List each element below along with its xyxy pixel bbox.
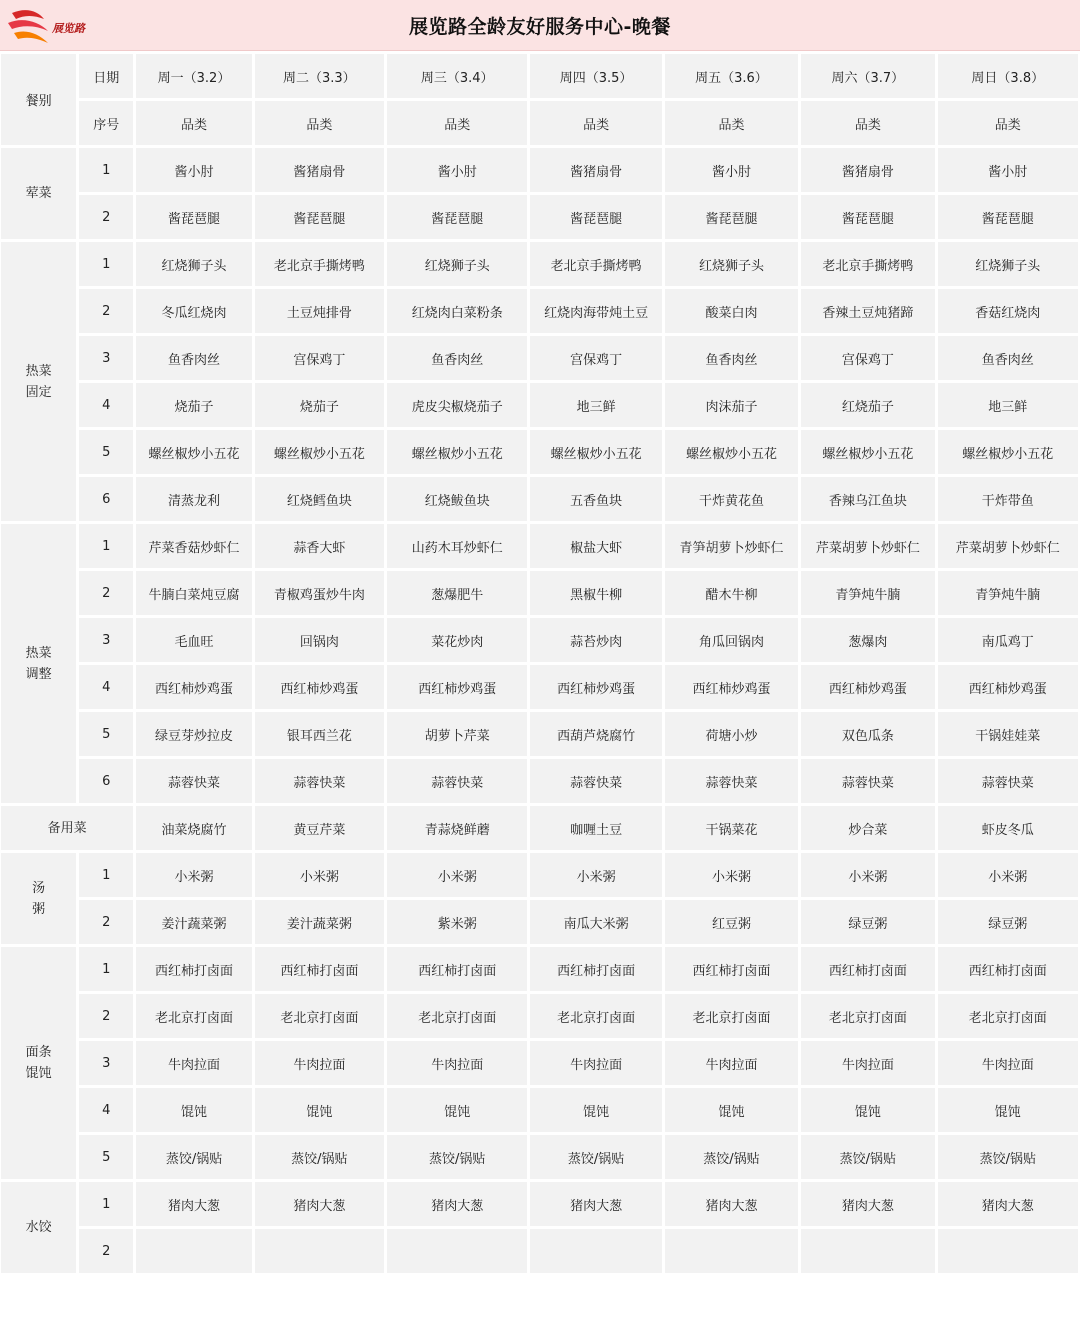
dish-cell: 青蒜烧鲜蘑 <box>387 806 527 850</box>
category-label: 品类 <box>938 101 1078 145</box>
dish-cell <box>530 1229 661 1273</box>
dish-cell: 老北京打卤面 <box>801 994 934 1038</box>
dish-cell: 猪肉大葱 <box>665 1182 798 1226</box>
row-index: 1 <box>79 148 133 192</box>
dish-cell: 冬瓜红烧肉 <box>136 289 251 333</box>
dish-cell: 炒合菜 <box>801 806 934 850</box>
row-index: 6 <box>79 477 133 521</box>
dish-cell: 西红柿打卤面 <box>136 947 251 991</box>
dish-cell: 西红柿打卤面 <box>387 947 527 991</box>
dish-cell: 酱小肘 <box>665 148 798 192</box>
dish-cell: 双色瓜条 <box>801 712 934 756</box>
dish-cell: 螺丝椒炒小五花 <box>387 430 527 474</box>
dish-cell: 酱琵琶腿 <box>255 195 384 239</box>
dish-cell: 酱琵琶腿 <box>665 195 798 239</box>
section-label: 水饺 <box>1 1182 76 1273</box>
dish-cell: 干炸带鱼 <box>938 477 1078 521</box>
section-label: 面条 馄饨 <box>1 947 76 1179</box>
dish-cell: 蒜蓉快菜 <box>136 759 251 803</box>
dish-cell: 干锅菜花 <box>665 806 798 850</box>
logo-text: 展览路 <box>52 22 85 35</box>
date-header-row <box>1 54 1078 98</box>
dish-cell: 酱小肘 <box>938 148 1078 192</box>
dish-cell: 红烧狮子头 <box>938 242 1078 286</box>
dish-cell: 老北京打卤面 <box>530 994 661 1038</box>
dish-cell: 螺丝椒炒小五花 <box>530 430 661 474</box>
dish-cell: 酱猪扇骨 <box>530 148 661 192</box>
menu-row <box>1 1182 1078 1226</box>
section-label: 汤 粥 <box>1 853 76 944</box>
dish-cell: 蒜蓉快菜 <box>665 759 798 803</box>
dish-cell: 酱琵琶腿 <box>938 195 1078 239</box>
dish-cell: 红烧狮子头 <box>387 242 527 286</box>
dish-cell: 青笋胡萝卜炒虾仁 <box>665 524 798 568</box>
dish-cell: 酱小肘 <box>136 148 251 192</box>
dish-cell: 西红柿炒鸡蛋 <box>665 665 798 709</box>
dish-cell: 牛肉拉面 <box>136 1041 251 1085</box>
dish-cell: 老北京打卤面 <box>255 994 384 1038</box>
dish-cell: 干炸黄花鱼 <box>665 477 798 521</box>
dish-cell: 牛肉拉面 <box>938 1041 1078 1085</box>
menu-row <box>1 712 1078 756</box>
dish-cell: 西红柿炒鸡蛋 <box>136 665 251 709</box>
row-index: 1 <box>79 242 133 286</box>
dish-cell: 蒜蓉快菜 <box>801 759 934 803</box>
dish-cell: 姜汁蔬菜粥 <box>255 900 384 944</box>
dish-cell: 酱琵琶腿 <box>136 195 251 239</box>
dish-cell: 红烧肉白菜粉条 <box>387 289 527 333</box>
dish-cell: 老北京打卤面 <box>938 994 1078 1038</box>
row-index: 4 <box>79 665 133 709</box>
dish-cell: 荷塘小炒 <box>665 712 798 756</box>
dish-cell: 蒸饺/锅贴 <box>136 1135 251 1179</box>
dish-cell: 毛血旺 <box>136 618 251 662</box>
dish-cell <box>387 1229 527 1273</box>
dish-cell: 鱼香肉丝 <box>136 336 251 380</box>
dish-cell: 绿豆粥 <box>938 900 1078 944</box>
dish-cell: 角瓜回锅肉 <box>665 618 798 662</box>
dish-cell: 蒜香大虾 <box>255 524 384 568</box>
section-label: 热菜 固定 <box>1 242 76 521</box>
row-index: 2 <box>79 1229 133 1273</box>
row-index: 4 <box>79 1088 133 1132</box>
dish-cell: 蒜蓉快菜 <box>530 759 661 803</box>
dish-cell: 咖喱土豆 <box>530 806 661 850</box>
dish-cell: 小米粥 <box>530 853 661 897</box>
dish-cell: 螺丝椒炒小五花 <box>255 430 384 474</box>
dish-cell: 酱琵琶腿 <box>530 195 661 239</box>
row-index: 2 <box>79 900 133 944</box>
dish-cell: 蒸饺/锅贴 <box>530 1135 661 1179</box>
dish-cell: 青椒鸡蛋炒牛肉 <box>255 571 384 615</box>
dish-cell: 鱼香肉丝 <box>387 336 527 380</box>
dish-cell: 西红柿炒鸡蛋 <box>387 665 527 709</box>
menu-row <box>1 430 1078 474</box>
menu-row <box>1 1088 1078 1132</box>
menu-row <box>1 524 1078 568</box>
menu-row <box>1 336 1078 380</box>
dish-cell: 老北京手撕烤鸭 <box>801 242 934 286</box>
menu-row <box>1 665 1078 709</box>
dish-cell: 香辣土豆炖猪蹄 <box>801 289 934 333</box>
dish-cell: 肉沫茄子 <box>665 383 798 427</box>
dish-cell: 小米粥 <box>255 853 384 897</box>
dish-cell: 葱爆肉 <box>801 618 934 662</box>
dish-cell: 老北京打卤面 <box>387 994 527 1038</box>
dish-cell: 西红柿打卤面 <box>801 947 934 991</box>
dish-cell: 老北京手撕烤鸭 <box>255 242 384 286</box>
dish-cell: 猪肉大葱 <box>938 1182 1078 1226</box>
dish-cell: 宫保鸡丁 <box>255 336 384 380</box>
dish-cell: 馄饨 <box>665 1088 798 1132</box>
section-label: 荤菜 <box>1 148 76 239</box>
dish-cell: 西红柿打卤面 <box>255 947 384 991</box>
menu-row <box>1 759 1078 803</box>
row-index: 2 <box>79 289 133 333</box>
dish-cell: 酱猪扇骨 <box>801 148 934 192</box>
dish-cell: 牛腩白菜炖豆腐 <box>136 571 251 615</box>
row-index: 3 <box>79 336 133 380</box>
row-index: 2 <box>79 994 133 1038</box>
row-index: 2 <box>79 195 133 239</box>
dish-cell: 红烧狮子头 <box>665 242 798 286</box>
dish-cell: 馄饨 <box>136 1088 251 1132</box>
day-header: 周一（3.2） <box>136 54 251 98</box>
menu-row <box>1 289 1078 333</box>
dish-cell: 菜花炒肉 <box>387 618 527 662</box>
dish-cell: 烧茄子 <box>136 383 251 427</box>
day-header: 周日（3.8） <box>938 54 1078 98</box>
dish-cell: 螺丝椒炒小五花 <box>801 430 934 474</box>
dish-cell: 蒜蓉快菜 <box>938 759 1078 803</box>
date-label: 日期 <box>79 54 133 98</box>
dish-cell: 红烧茄子 <box>801 383 934 427</box>
dish-cell: 姜汁蔬菜粥 <box>136 900 251 944</box>
menu-row <box>1 853 1078 897</box>
dish-cell: 猪肉大葱 <box>387 1182 527 1226</box>
category-header-row <box>1 101 1078 145</box>
dish-cell: 虎皮尖椒烧茄子 <box>387 383 527 427</box>
dish-cell: 红烧鲅鱼块 <box>387 477 527 521</box>
day-header: 周四（3.5） <box>530 54 661 98</box>
dish-cell: 紫米粥 <box>387 900 527 944</box>
dish-cell: 芹菜胡萝卜炒虾仁 <box>801 524 934 568</box>
category-label: 品类 <box>136 101 251 145</box>
page-header <box>0 0 1080 51</box>
dish-cell: 土豆炖排骨 <box>255 289 384 333</box>
row-index: 6 <box>79 759 133 803</box>
dish-cell: 鱼香肉丝 <box>665 336 798 380</box>
dish-cell: 胡萝卜芹菜 <box>387 712 527 756</box>
dish-cell: 地三鲜 <box>530 383 661 427</box>
dish-cell: 西红柿打卤面 <box>530 947 661 991</box>
dish-cell: 清蒸龙利 <box>136 477 251 521</box>
row-index: 5 <box>79 712 133 756</box>
dish-cell: 小米粥 <box>801 853 934 897</box>
row-index: 1 <box>79 524 133 568</box>
dish-cell: 五香鱼块 <box>530 477 661 521</box>
day-header: 周三（3.4） <box>387 54 527 98</box>
dish-cell: 青笋炖牛腩 <box>801 571 934 615</box>
category-label: 品类 <box>255 101 384 145</box>
dish-cell: 牛肉拉面 <box>801 1041 934 1085</box>
dish-cell: 小米粥 <box>136 853 251 897</box>
section-label: 热菜 调整 <box>1 524 76 803</box>
dish-cell: 蒜蓉快菜 <box>255 759 384 803</box>
row-index: 2 <box>79 571 133 615</box>
dish-cell: 老北京手撕烤鸭 <box>530 242 661 286</box>
dish-cell: 西红柿打卤面 <box>665 947 798 991</box>
dish-cell: 芹菜胡萝卜炒虾仁 <box>938 524 1078 568</box>
dish-cell: 猪肉大葱 <box>530 1182 661 1226</box>
dish-cell: 蒸饺/锅贴 <box>255 1135 384 1179</box>
dish-cell: 油菜烧腐竹 <box>136 806 251 850</box>
menu-row <box>1 242 1078 286</box>
dish-cell: 香菇红烧肉 <box>938 289 1078 333</box>
dish-cell: 馄饨 <box>530 1088 661 1132</box>
dish-cell: 馄饨 <box>255 1088 384 1132</box>
dish-cell: 西葫芦烧腐竹 <box>530 712 661 756</box>
menu-row <box>1 1041 1078 1085</box>
menu-row <box>1 806 1078 850</box>
dish-cell: 老北京打卤面 <box>665 994 798 1038</box>
dish-cell: 蒸饺/锅贴 <box>387 1135 527 1179</box>
row-index: 1 <box>79 1182 133 1226</box>
dish-cell: 红烧肉海带炖土豆 <box>530 289 661 333</box>
dish-cell: 烧茄子 <box>255 383 384 427</box>
dish-cell: 南瓜大米粥 <box>530 900 661 944</box>
dish-cell: 绿豆粥 <box>801 900 934 944</box>
dish-cell: 西红柿炒鸡蛋 <box>530 665 661 709</box>
menu-row <box>1 994 1078 1038</box>
row-index: 3 <box>79 618 133 662</box>
dish-cell <box>938 1229 1078 1273</box>
menu-row <box>1 618 1078 662</box>
dish-cell: 酱琵琶腿 <box>801 195 934 239</box>
dish-cell: 馄饨 <box>387 1088 527 1132</box>
day-header: 周六（3.7） <box>801 54 934 98</box>
dish-cell: 蒸饺/锅贴 <box>801 1135 934 1179</box>
day-header: 周五（3.6） <box>665 54 798 98</box>
dish-cell: 螺丝椒炒小五花 <box>938 430 1078 474</box>
menu-row <box>1 148 1078 192</box>
menu-row <box>1 1229 1078 1273</box>
dish-cell: 醋木牛柳 <box>665 571 798 615</box>
row-index: 5 <box>79 1135 133 1179</box>
meal-type-header: 餐别 <box>1 54 76 145</box>
dish-cell <box>801 1229 934 1273</box>
dish-cell: 小米粥 <box>938 853 1078 897</box>
dish-cell: 牛肉拉面 <box>665 1041 798 1085</box>
section-label: 备用菜 <box>1 806 133 850</box>
dish-cell: 小米粥 <box>387 853 527 897</box>
menu-row <box>1 195 1078 239</box>
dish-cell: 酱猪扇骨 <box>255 148 384 192</box>
dish-cell <box>136 1229 251 1273</box>
index-label: 序号 <box>79 101 133 145</box>
dish-cell: 干锅娃娃菜 <box>938 712 1078 756</box>
dish-cell: 红豆粥 <box>665 900 798 944</box>
dish-cell: 蒸饺/锅贴 <box>665 1135 798 1179</box>
menu-table <box>0 51 1080 1276</box>
row-index: 5 <box>79 430 133 474</box>
menu-row <box>1 947 1078 991</box>
dish-cell: 蒸饺/锅贴 <box>938 1135 1078 1179</box>
page-title: 展览路全龄友好服务中心-晚餐 <box>409 15 671 38</box>
dish-cell: 蒜苔炒肉 <box>530 618 661 662</box>
dish-cell: 绿豆芽炒拉皮 <box>136 712 251 756</box>
dish-cell: 回锅肉 <box>255 618 384 662</box>
dish-cell: 山药木耳炒虾仁 <box>387 524 527 568</box>
row-index: 1 <box>79 947 133 991</box>
dish-cell: 蒜蓉快菜 <box>387 759 527 803</box>
dish-cell: 猪肉大葱 <box>136 1182 251 1226</box>
dish-cell: 螺丝椒炒小五花 <box>136 430 251 474</box>
row-index: 1 <box>79 853 133 897</box>
dish-cell: 酱琵琶腿 <box>387 195 527 239</box>
dish-cell: 椒盐大虾 <box>530 524 661 568</box>
dish-cell: 宫保鸡丁 <box>530 336 661 380</box>
menu-row <box>1 1135 1078 1179</box>
dish-cell: 地三鲜 <box>938 383 1078 427</box>
dish-cell: 南瓜鸡丁 <box>938 618 1078 662</box>
dish-cell: 酱小肘 <box>387 148 527 192</box>
category-label: 品类 <box>801 101 934 145</box>
dish-cell: 猪肉大葱 <box>255 1182 384 1226</box>
dish-cell: 西红柿炒鸡蛋 <box>255 665 384 709</box>
dish-cell: 芹菜香菇炒虾仁 <box>136 524 251 568</box>
dish-cell: 宫保鸡丁 <box>801 336 934 380</box>
dish-cell: 老北京打卤面 <box>136 994 251 1038</box>
dish-cell: 鱼香肉丝 <box>938 336 1078 380</box>
dish-cell: 香辣乌江鱼块 <box>801 477 934 521</box>
dish-cell <box>255 1229 384 1273</box>
category-label: 品类 <box>665 101 798 145</box>
dish-cell: 酸菜白肉 <box>665 289 798 333</box>
dish-cell: 西红柿炒鸡蛋 <box>801 665 934 709</box>
dish-cell: 馄饨 <box>801 1088 934 1132</box>
dish-cell: 馄饨 <box>938 1088 1078 1132</box>
menu-row <box>1 900 1078 944</box>
dish-cell: 黑椒牛柳 <box>530 571 661 615</box>
dish-cell: 牛肉拉面 <box>530 1041 661 1085</box>
menu-row <box>1 477 1078 521</box>
dish-cell: 葱爆肥牛 <box>387 571 527 615</box>
dish-cell: 牛肉拉面 <box>387 1041 527 1085</box>
dish-cell: 红烧鳕鱼块 <box>255 477 384 521</box>
category-label: 品类 <box>387 101 527 145</box>
menu-row <box>1 383 1078 427</box>
row-index: 3 <box>79 1041 133 1085</box>
dish-cell: 牛肉拉面 <box>255 1041 384 1085</box>
dish-cell: 西红柿炒鸡蛋 <box>938 665 1078 709</box>
row-index: 4 <box>79 383 133 427</box>
dish-cell: 西红柿打卤面 <box>938 947 1078 991</box>
dish-cell: 黄豆芹菜 <box>255 806 384 850</box>
dish-cell: 银耳西兰花 <box>255 712 384 756</box>
dish-cell: 螺丝椒炒小五花 <box>665 430 798 474</box>
category-label: 品类 <box>530 101 661 145</box>
dish-cell: 虾皮冬瓜 <box>938 806 1078 850</box>
day-header: 周二（3.3） <box>255 54 384 98</box>
dish-cell: 猪肉大葱 <box>801 1182 934 1226</box>
dish-cell <box>665 1229 798 1273</box>
dish-cell: 小米粥 <box>665 853 798 897</box>
menu-row <box>1 571 1078 615</box>
dish-cell: 红烧狮子头 <box>136 242 251 286</box>
dish-cell: 青笋炖牛腩 <box>938 571 1078 615</box>
